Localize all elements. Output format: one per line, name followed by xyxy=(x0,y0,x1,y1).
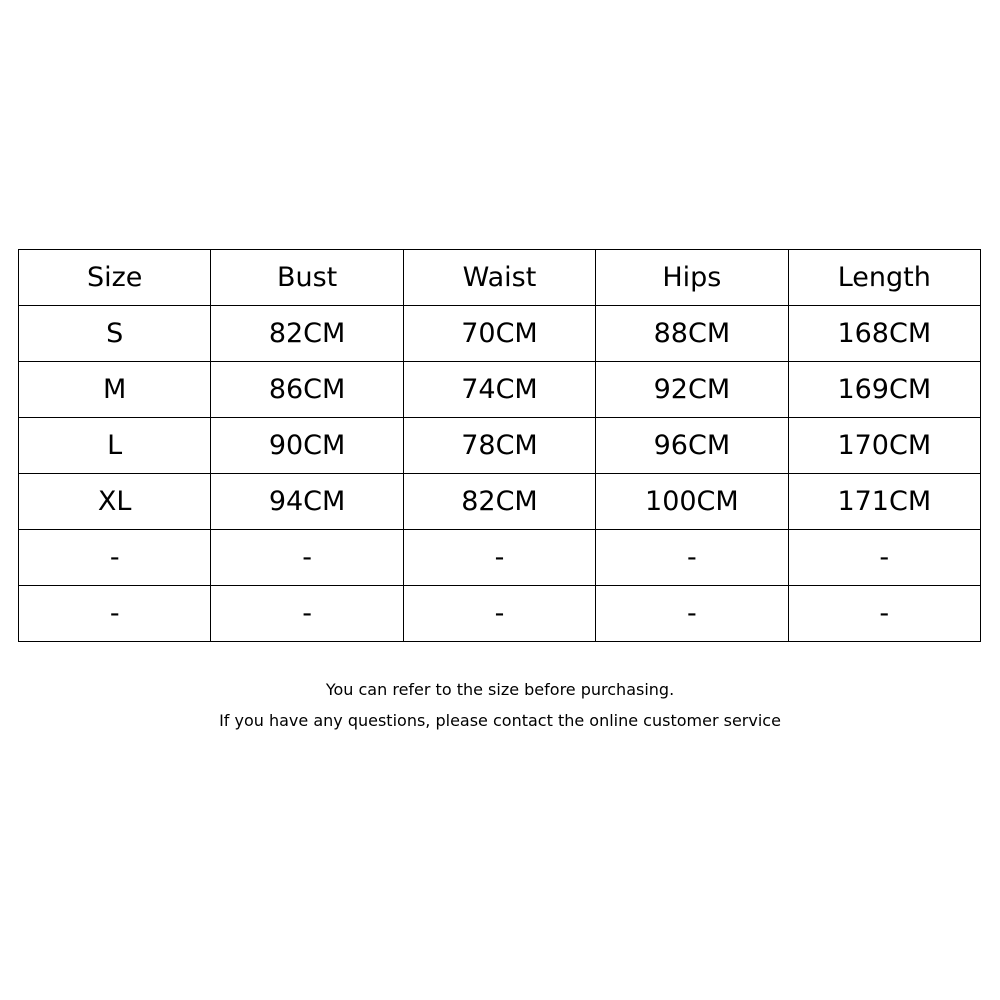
cell-length: - xyxy=(788,530,980,586)
cell-hips: 100CM xyxy=(596,474,788,530)
cell-waist: - xyxy=(403,530,595,586)
table-row xyxy=(19,474,981,530)
cell-waist: 70CM xyxy=(403,306,595,362)
table-row xyxy=(19,586,981,642)
cell-bust: 82CM xyxy=(211,306,403,362)
cell-hips: - xyxy=(596,530,788,586)
cell-size: S xyxy=(19,306,211,362)
header-hips: Hips xyxy=(596,250,788,306)
header-size: Size xyxy=(19,250,211,306)
cell-hips: 92CM xyxy=(596,362,788,418)
cell-length: 168CM xyxy=(788,306,980,362)
cell-size: - xyxy=(19,586,211,642)
header-waist: Waist xyxy=(403,250,595,306)
table-row xyxy=(19,306,981,362)
cell-bust: 94CM xyxy=(211,474,403,530)
size-reference-note: You can refer to the size before purchasing. xyxy=(325,680,675,699)
cell-length: - xyxy=(788,586,980,642)
cell-waist: 82CM xyxy=(403,474,595,530)
cell-length: 171CM xyxy=(788,474,980,530)
cell-size: XL xyxy=(19,474,211,530)
table-header-row xyxy=(19,250,981,306)
table-row xyxy=(19,362,981,418)
cell-size: L xyxy=(19,418,211,474)
cell-bust: - xyxy=(211,530,403,586)
customer-service-note: If you have any questions, please contact the online customer service xyxy=(219,711,781,730)
cell-hips: 88CM xyxy=(596,306,788,362)
table-row xyxy=(19,530,981,586)
cell-hips: - xyxy=(596,586,788,642)
cell-size: - xyxy=(19,530,211,586)
cell-hips: 96CM xyxy=(596,418,788,474)
table-row xyxy=(19,418,981,474)
cell-size: M xyxy=(19,362,211,418)
cell-bust: - xyxy=(211,586,403,642)
cell-bust: 90CM xyxy=(211,418,403,474)
cell-waist: 74CM xyxy=(403,362,595,418)
cell-length: 170CM xyxy=(788,418,980,474)
cell-length: 169CM xyxy=(788,362,980,418)
header-bust: Bust xyxy=(211,250,403,306)
cell-waist: 78CM xyxy=(403,418,595,474)
cell-bust: 86CM xyxy=(211,362,403,418)
size-chart-table xyxy=(18,249,981,642)
cell-waist: - xyxy=(403,586,595,642)
header-length: Length xyxy=(788,250,980,306)
